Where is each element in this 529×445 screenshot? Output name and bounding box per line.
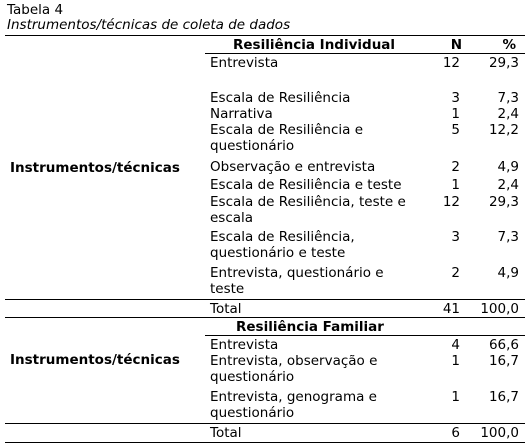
instrument-label: Entrevista, questionário e xyxy=(210,265,384,281)
percent-cell: 2,4 xyxy=(497,106,519,122)
table-caption-title: Instrumentos/técnicas de coleta de dados xyxy=(7,17,291,33)
instrument-label: Escala de Resiliência e teste xyxy=(210,177,402,193)
percent-cell: 2,4 xyxy=(497,177,519,193)
percent-cell: 29,3 xyxy=(488,194,519,210)
individual-total-n: 41 xyxy=(442,301,460,317)
instrument-label: questionário xyxy=(210,405,295,421)
count-cell: 1 xyxy=(451,389,460,405)
familiar-total-rule xyxy=(5,423,525,424)
percent-cell: 16,7 xyxy=(488,389,519,405)
individual-header-rule xyxy=(205,53,525,54)
percent-cell: 4,9 xyxy=(497,159,519,175)
count-cell: 3 xyxy=(451,229,460,245)
individual-total-label: Total xyxy=(210,301,242,317)
table-top-rule xyxy=(5,35,525,36)
instrument-label: Escala de Resiliência, teste e xyxy=(210,194,406,210)
instrument-label: Entrevista, observação e xyxy=(210,353,378,369)
instrument-label: Entrevista xyxy=(210,55,279,71)
percent-cell: 66,6 xyxy=(488,337,519,353)
individual-total-rule xyxy=(5,299,525,300)
instrument-label: Escala de Resiliência, xyxy=(210,229,355,245)
instrument-label: Observação e entrevista xyxy=(210,159,376,175)
percent-cell: 16,7 xyxy=(488,353,519,369)
instrument-label: questionário e teste xyxy=(210,245,346,261)
familiar-row-label: Instrumentos/técnicas xyxy=(10,352,180,368)
instrument-label: Escala de Resiliência xyxy=(210,90,351,106)
pct-column-header: % xyxy=(502,37,516,53)
instrument-label: Entrevista, genograma e xyxy=(210,389,377,405)
individual-header: Resiliência Individual xyxy=(233,37,396,53)
familiar-header-rule xyxy=(205,335,525,336)
instrument-label: teste xyxy=(210,281,245,297)
familiar-total-label: Total xyxy=(210,425,242,441)
individual-total-pct: 100,0 xyxy=(480,301,519,317)
count-cell: 1 xyxy=(451,106,460,122)
instrument-label: questionário xyxy=(210,138,295,154)
familiar-header: Resiliência Familiar xyxy=(236,319,384,335)
count-cell: 12 xyxy=(442,194,460,210)
table-caption-label: Tabela 4 xyxy=(7,2,64,18)
percent-cell: 12,2 xyxy=(488,122,519,138)
familiar-total-n: 6 xyxy=(451,425,460,441)
count-cell: 1 xyxy=(451,177,460,193)
count-cell: 12 xyxy=(442,55,460,71)
count-cell: 2 xyxy=(451,159,460,175)
count-cell: 2 xyxy=(451,265,460,281)
familiar-total-pct: 100,0 xyxy=(480,425,519,441)
n-column-header: N xyxy=(450,37,462,53)
percent-cell: 7,3 xyxy=(497,229,519,245)
count-cell: 1 xyxy=(451,353,460,369)
count-cell: 3 xyxy=(451,90,460,106)
percent-cell: 7,3 xyxy=(497,90,519,106)
instrument-label: Entrevista xyxy=(210,337,279,353)
instrument-label: questionário xyxy=(210,369,295,385)
percent-cell: 4,9 xyxy=(497,265,519,281)
instrument-label: escala xyxy=(210,210,254,226)
individual-row-label: Instrumentos/técnicas xyxy=(10,160,180,176)
count-cell: 5 xyxy=(451,122,460,138)
instrument-label: Escala de Resiliência e xyxy=(210,122,364,138)
count-cell: 4 xyxy=(451,337,460,353)
section-divider-rule xyxy=(5,317,525,318)
table-bottom-rule xyxy=(5,442,525,443)
instrument-label: Narrativa xyxy=(210,106,273,122)
percent-cell: 29,3 xyxy=(488,55,519,71)
